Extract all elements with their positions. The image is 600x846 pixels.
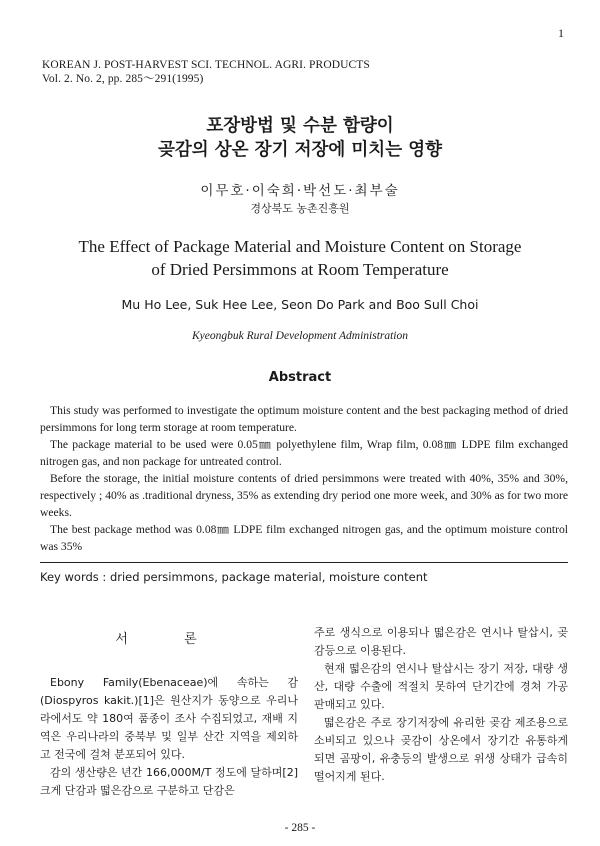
abstract-divider [40,562,568,563]
journal-header [42,58,370,86]
english-title-line-2: of Dried Persimmons at Room Temperature [151,260,449,279]
abstract-paragraph-3: Before the storage, the initial moisture contents of dried persimmons were treated with 40%, 35% and 30%, respectively ; 40% as .traditional dryness, 35% as extending dry period one more week, and 30% as for two more weeks. [40,472,568,519]
abstract-heading: Abstract [268,370,332,385]
right-paragraph-3: 떫은감은 주로 장기저장에 유리한 곶감 제조용으로 소비되고 있으나 곶감이 상온에서 장기간 유통하게 되면 곰팡이, 유충등의 발생으로 위생 상태가 급속히 떨어지게 된다. [314,716,568,783]
section-heading-introduction: 서 론 [115,632,223,647]
right-paragraph-2: 현재 떫은감의 연시나 탈삽시는 장기 저장, 대량 생산, 대량 수출에 적절치 못하여 단기간에 경쳐 가공 판매되고 있다. [314,662,568,711]
journal-name: KOREAN J. POST-HARVEST SCI. TECHNOL. AGRI. PRODUCTS [42,59,370,71]
korean-title-line-1: 포장방법 및 수분 함량이 [206,116,394,136]
journal-volume: Vol. 2. No. 2, pp. 285～291(1995) [42,73,204,85]
korean-affiliation: 경상북도 농촌진흥원 [250,202,350,215]
abstract-paragraph-2: The package material to be used were 0.05㎜ polyethylene film, Wrap film, 0.08㎜ LDPE film exchanged nitrogen gas, and non package for untreated control. [40,438,568,468]
korean-authors: 이무호·이숙희·박선도·최부술 [200,183,400,199]
korean-title-line-2: 곶감의 상온 장기 저장에 미치는 영향 [157,140,443,160]
abstract-paragraph-4: The best package method was 0.08㎜ LDPE film exchanged nitrogen gas, and the optimum moisture control was 35% [40,523,568,553]
page-number: 1 [558,26,564,40]
english-title-line-1: The Effect of Package Material and Moisture Content on Storage [78,237,522,256]
keywords: Key words : dried persimmons, package material, moisture content [40,570,428,584]
page-footer: - 285 - [284,822,316,834]
left-paragraph-1: Ebony Family(Ebenaceae)에 속하는 감(Diospyros kakit.)[1]은 원산지가 동양으로 우리나라에서도 약 180여 품종이 조사 수집되었고, 재배 지역은 우리나라의 중북부 및 일부 산간 지역을 제외하고 전국에 걸쳐 분포되어 있다. [40,676,298,761]
abstract-paragraph-1: This study was performed to investigate the optimum moisture content and the best packaging method of dried persimmons for long term storage at room temperature. [40,404,568,434]
left-paragraph-2: 감의 생산량은 년간 166,000M/T 정도에 달하며[2] 크게 단감과 떫은감으로 구분하고 단감은 [40,766,298,797]
right-column [314,624,568,786]
english-affiliation: Kyeongbuk Rural Development Administration [191,330,409,342]
abstract-body [40,402,568,555]
right-paragraph-1: 주로 생식으로 이용되나 떫은감은 연시나 탈삽시, 곶감등으로 이용된다. [314,626,568,657]
left-column [40,674,298,800]
english-authors: Mu Ho Lee, Suk Hee Lee, Seon Do Park and Boo Sull Choi [121,297,479,312]
